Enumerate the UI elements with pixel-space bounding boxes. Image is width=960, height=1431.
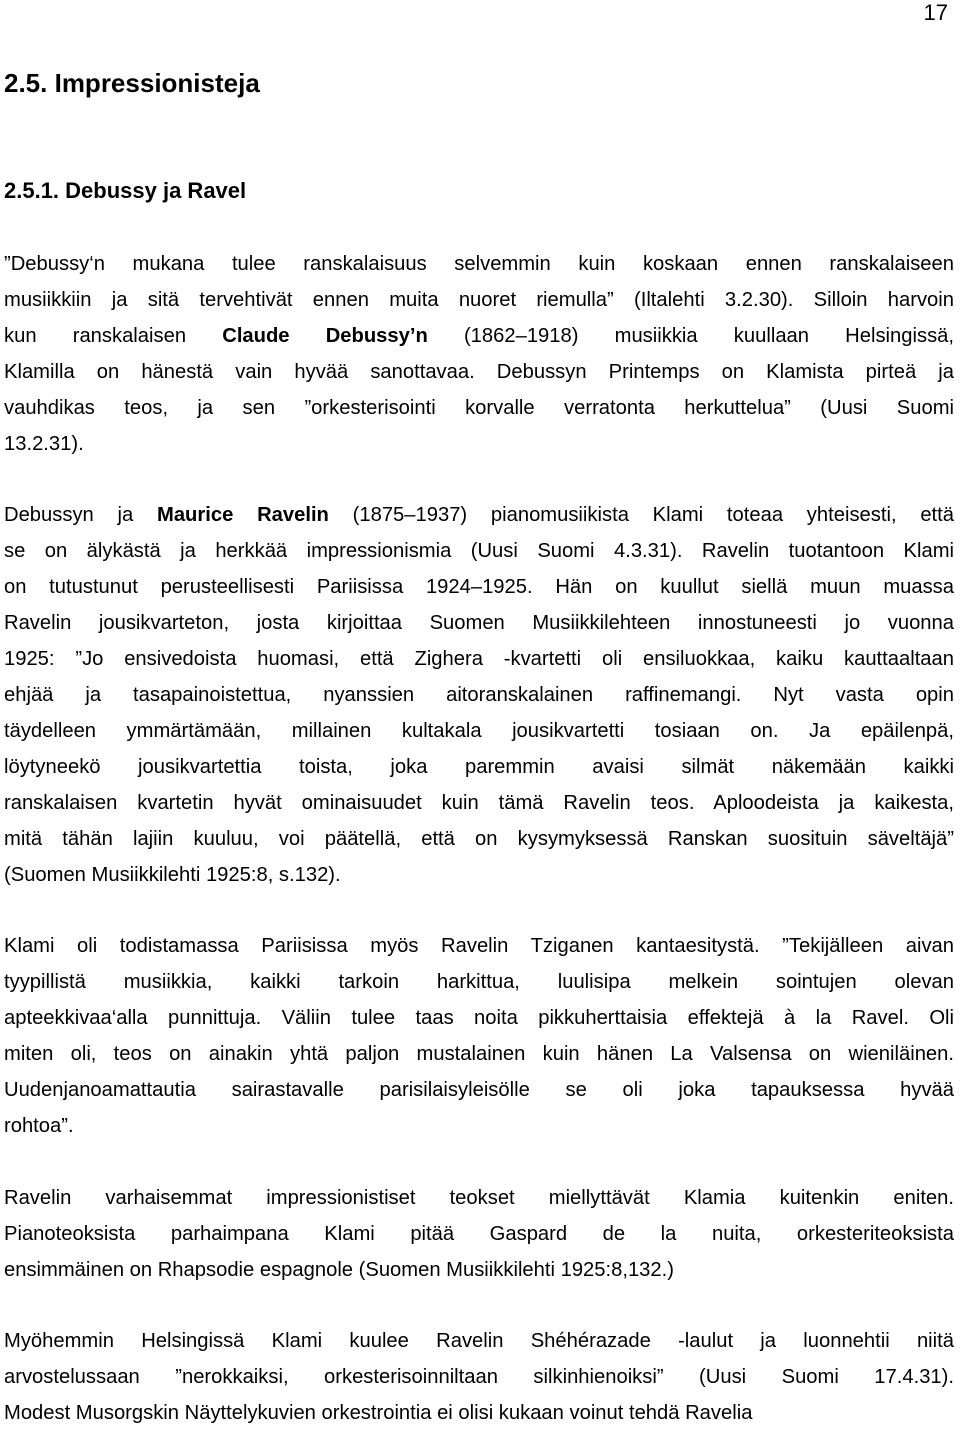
text-segment: on tutustunut perusteellisesti Pariisissa 1924–1925. Hän on kuullut siellä muun muassa — [4, 576, 954, 598]
text-segment: 13.2.31). — [4, 433, 84, 455]
bold-name: Claude Debussy’n — [222, 325, 428, 347]
text-line — [4, 785, 954, 821]
text-line — [4, 641, 954, 677]
bold-name: Maurice Ravelin — [157, 504, 329, 526]
text-segment: Uudenjanoamattautia sairastavalle parisilaisyleisölle se oli joka tapauksessa hyvää — [4, 1079, 954, 1101]
text-line — [4, 354, 954, 390]
paragraph — [4, 497, 954, 893]
text-line — [4, 1323, 954, 1359]
text-line — [4, 1252, 954, 1288]
text-line — [4, 964, 954, 1000]
text-line — [4, 677, 954, 713]
text-line — [4, 605, 954, 641]
text-line — [4, 569, 954, 605]
text-segment: Pianoteoksista parhaimpana Klami pitää Gaspard de la nuita, orkesteriteoksista — [4, 1223, 954, 1245]
text-segment: miten oli, teos on ainakin yhtä paljon mustalainen kuin hänen La Valsensa on wieniläinen. — [4, 1043, 954, 1065]
text-segment: Klami oli todistamassa Pariisissa myös Ravelin Tziganen kantaesitystä. ”Tekijälleen aivan — [4, 935, 954, 957]
text-segment: 1925: ”Jo ensivedoista huomasi, että Zighera -kvartetti oli ensiluokkaa, kaiku kauttaaltaan — [4, 648, 954, 670]
paragraph — [4, 246, 954, 462]
text-segment: ehjää ja tasapainoistettua, nyanssien aitoranskalainen raffinemangi. Nyt vasta opin — [4, 684, 954, 706]
text-line — [4, 928, 954, 964]
text-segment: kun ranskalaisen — [4, 325, 223, 347]
paragraph — [4, 928, 954, 1144]
text-segment: täydelleen ymmärtämään, millainen kultakala jousikvartetti tosiaan on. Ja epäilenpä, — [4, 720, 954, 742]
text-line — [4, 1036, 954, 1072]
text-segment: Modest Musorgskin Näyttelykuvien orkestrointia ei olisi kukaan voinut tehdä Ravelia — [4, 1402, 753, 1424]
text-line — [4, 246, 954, 282]
text-line — [4, 713, 954, 749]
text-segment: vauhdikas teos, ja sen ”orkesterisointi korvalle verratonta herkuttelua” (Uusi Suomi — [4, 397, 954, 419]
text-segment: tyypillistä musiikkia, kaikki tarkoin harkittua, luulisipa melkein sointujen olevan — [4, 971, 954, 993]
section-heading: 2.5. Impressionisteja — [4, 68, 260, 98]
text-segment: musiikkiin ja sitä tervehtivät ennen muita nuoret riemulla” (Iltalehti 3.2.30). Silloin harvoin — [4, 289, 954, 311]
text-line — [4, 1216, 954, 1252]
paragraph — [4, 1323, 954, 1431]
text-segment: Klamilla on hänestä vain hyvää sanottavaa. Debussyn Printemps on Klamista pirteä ja — [4, 361, 954, 383]
text-line — [4, 1359, 954, 1395]
text-line — [4, 821, 954, 857]
text-segment: (Suomen Musiikkilehti 1925:8, s.132). — [4, 864, 341, 886]
text-segment: ”Debussy‘n mukana tulee ranskalaisuus selvemmin kuin koskaan ennen ranskalaiseen — [4, 253, 954, 275]
text-segment: löytyneekö jousikvartettia toista, joka paremmin avaisi silmät näkemään kaikki — [4, 756, 954, 778]
text-segment: se on älykästä ja herkkää impressionismia (Uusi Suomi 4.3.31). Ravelin tuotantoon Klami — [4, 540, 954, 562]
text-line — [4, 533, 954, 569]
text-segment: Ravelin jousikvarteton, josta kirjoittaa Suomen Musiikkilehteen innostuneesti jo vuonna — [4, 612, 954, 634]
text-line — [4, 426, 954, 462]
text-segment: ranskalaisen kvartetin hyvät ominaisuudet kuin tämä Ravelin teos. Aploodeista ja kaikesta, — [4, 792, 954, 814]
text-line — [4, 857, 954, 893]
text-segment: rohtoa”. — [4, 1115, 74, 1137]
text-segment: (1875–1937) pianomusiikista Klami toteaa yhteisesti, että — [328, 504, 954, 526]
text-line — [4, 1072, 954, 1108]
paragraph — [4, 1180, 954, 1288]
text-segment: (1862–1918) musiikkia kuullaan Helsingissä, — [427, 325, 954, 347]
text-segment: mitä tähän lajiin kuuluu, voi päätellä, että on kysymyksessä Ranskan suosituin säveltäjä” — [4, 828, 954, 850]
text-line — [4, 1108, 954, 1144]
text-line — [4, 749, 954, 785]
text-line — [4, 1000, 954, 1036]
text-line — [4, 282, 954, 318]
text-line — [4, 1395, 954, 1431]
text-line — [4, 318, 954, 354]
subsection-heading: 2.5.1. Debussy ja Ravel — [4, 178, 247, 203]
text-segment: arvostelussaan ”nerokkaiksi, orkesterisoinniltaan silkinhienoiksi” (Uusi Suomi 17.4.31). — [4, 1366, 954, 1388]
text-line — [4, 497, 954, 533]
text-line — [4, 1180, 954, 1216]
text-segment: apteekkivaa‘alla punnittuja. Väliin tulee taas noita pikkuherttaisia effektejä à la Ravel. Oli — [4, 1007, 954, 1029]
text-segment: Myöhemmin Helsingissä Klami kuulee Ravelin Shéhérazade -laulut ja luonnehtii niitä — [4, 1330, 954, 1352]
text-segment: Ravelin varhaisemmat impressionistiset teokset miellyttävät Klamia kuitenkin eniten. — [4, 1187, 954, 1209]
text-segment: Debussyn ja — [4, 504, 158, 526]
page-number: 17 — [923, 0, 948, 25]
text-line — [4, 390, 954, 426]
text-segment: ensimmäinen on Rhapsodie espagnole (Suomen Musiikkilehti 1925:8,132.) — [4, 1259, 674, 1281]
